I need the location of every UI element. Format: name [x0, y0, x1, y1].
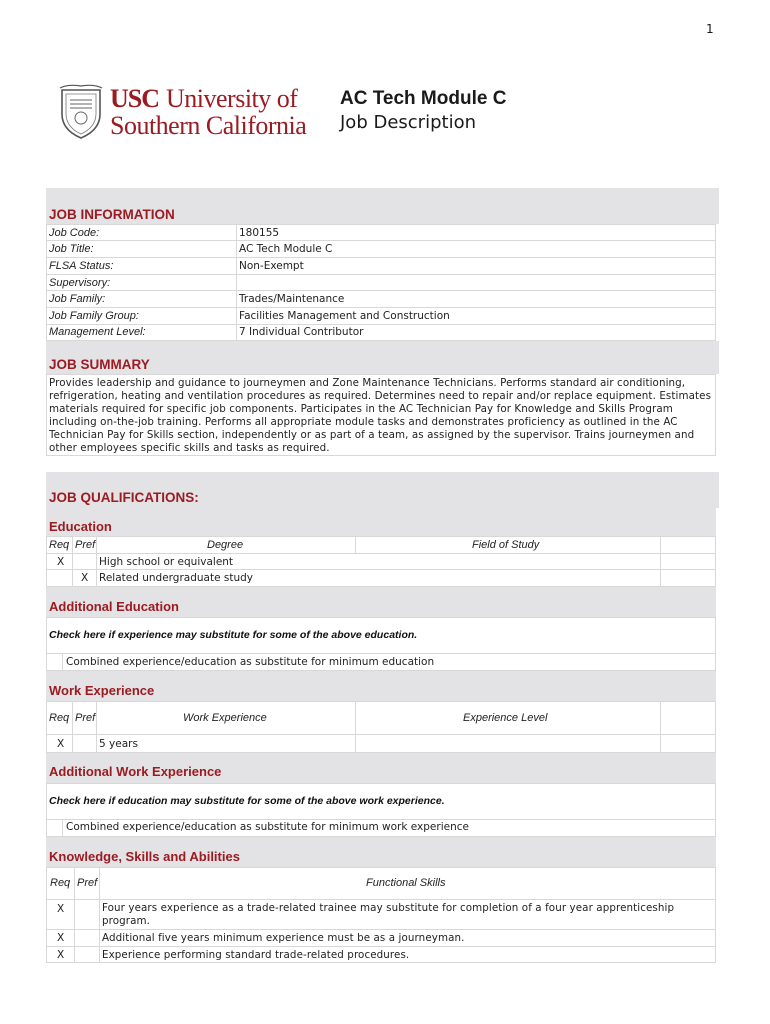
- additional-work-experience-heading: Additional Work Experience: [49, 764, 222, 779]
- education-row2-degree: Related undergraduate study: [99, 572, 253, 584]
- ksa-row1-req: X: [57, 903, 65, 915]
- ksa-col-skills: Functional Skills: [366, 877, 446, 889]
- ksa-row3-skill: Experience performing standard trade-related procedures.: [102, 949, 410, 961]
- education-row2-pref: X: [81, 572, 89, 584]
- logo-line2: Southern California: [110, 111, 307, 140]
- flsa-status-value: Non-Exempt: [239, 260, 304, 272]
- education-band: [46, 508, 716, 536]
- job-code-value: 180155: [239, 227, 280, 239]
- education-col-field: Field of Study: [472, 539, 540, 551]
- management-level-label: Management Level:: [49, 326, 146, 338]
- management-level-value: 7 Individual Contributor: [239, 326, 364, 338]
- education-row1-req: X: [57, 556, 65, 568]
- work-experience-col-level: Experience Level: [463, 712, 548, 724]
- additional-work-experience-item: Combined experience/education as substitute for minimum work experience: [66, 821, 469, 833]
- additional-education-item: Combined experience/education as substitute for minimum education: [66, 656, 435, 668]
- job-family-group-label: Job Family Group:: [49, 310, 139, 322]
- ksa-col-req: Req: [50, 877, 71, 889]
- job-title-value: AC Tech Module C: [239, 243, 333, 255]
- document-subtitle: Job Description: [340, 112, 476, 133]
- education-col-degree: Degree: [207, 539, 244, 551]
- additional-education-note: Check here if experience may substitute for some of the above education.: [49, 629, 418, 641]
- education-heading: Education: [49, 519, 112, 534]
- job-code-label: Job Code:: [49, 227, 100, 239]
- ksa-row2-req: X: [57, 932, 65, 944]
- education-col-pref: Pref: [75, 539, 96, 551]
- ksa-heading: Knowledge, Skills and Abilities: [49, 849, 240, 864]
- job-family-value: Trades/Maintenance: [239, 293, 345, 305]
- job-summary-heading: JOB SUMMARY: [49, 357, 150, 372]
- work-experience-col-exp: Work Experience: [183, 712, 267, 724]
- job-summary-text: Provides leadership and guidance to journeymen and Zone Maintenance Technicians. Performs standard air conditioning, refrigeration, heating and ventilation procedures as required. Determines need to repair and/or replace equipment. Estimates materials required for specific job components. Participates in the AC Technician Pay for Knowledge and Skills Program including on-the-job training. Performs all appropriate module tasks and demonstrates proficiency as outlined in the AC Technician Pay for Skills section, independently or as part of a team, as assigned by the supervisor. Trains journeymen and other employees specific skills and tasks as required.: [49, 377, 712, 454]
- flsa-status-label: FLSA Status:: [49, 260, 114, 272]
- supervisory-label: Supervisory:: [49, 277, 111, 289]
- job-title-label: Job Title:: [49, 243, 94, 255]
- ksa-row3-req: X: [57, 949, 65, 961]
- logo-line1: University of: [166, 84, 298, 113]
- work-experience-heading: Work Experience: [49, 683, 155, 698]
- document-title: AC Tech Module C: [340, 88, 507, 109]
- job-family-label: Job Family:: [49, 293, 106, 305]
- work-experience-row1-req: X: [57, 738, 65, 750]
- usc-seal-icon: [58, 84, 104, 140]
- job-family-group-value: Facilities Management and Construction: [239, 310, 450, 322]
- education-row1-degree: High school or equivalent: [99, 556, 234, 568]
- usc-logo: [58, 84, 328, 142]
- qualifications-heading: JOB QUALIFICATIONS:: [49, 490, 199, 505]
- job-information-heading: JOB INFORMATION: [49, 207, 175, 222]
- work-experience-col-pref: Pref: [75, 712, 96, 724]
- work-experience-table: [46, 701, 716, 753]
- page-number: 1: [706, 22, 714, 36]
- additional-education-heading: Additional Education: [49, 599, 179, 614]
- ksa-row1-skill: Four years experience as a trade-related trainee may substitute for completion of a four year apprenticeship program.: [102, 902, 675, 927]
- education-col-req: Req: [49, 539, 70, 551]
- additional-work-experience-note: Check here if education may substitute for some of the above work experience.: [49, 795, 445, 807]
- logo-usc: USC: [110, 84, 160, 113]
- ksa-col-pref: Pref: [77, 877, 98, 889]
- work-experience-row1-exp: 5 years: [99, 738, 138, 750]
- ksa-row2-skill: Additional five years minimum experience must be as a journeyman.: [102, 932, 465, 944]
- work-experience-col-req: Req: [49, 712, 70, 724]
